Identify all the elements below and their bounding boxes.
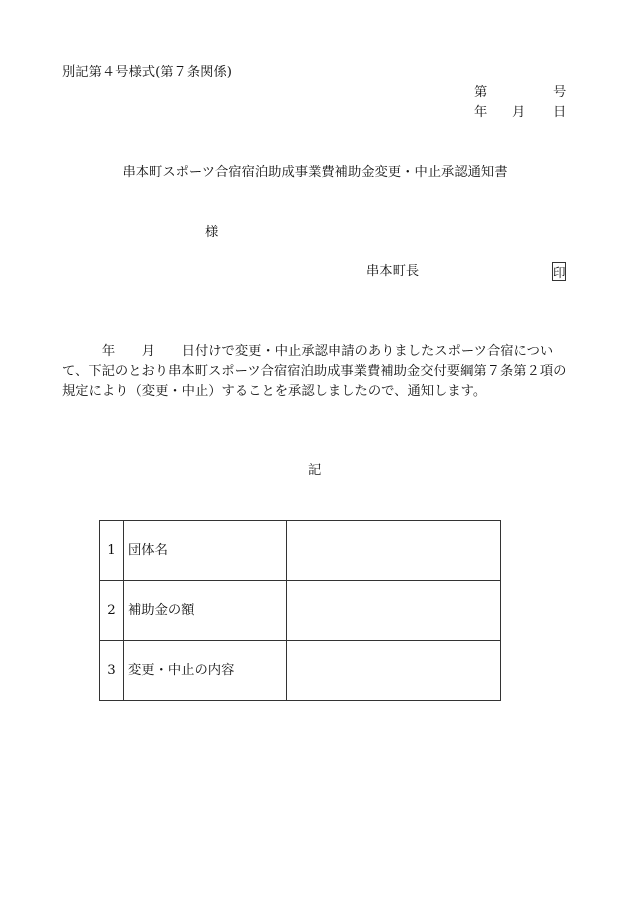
body-line: 規定により（変更・中止）することを承認しましたので、通知します。: [62, 384, 487, 399]
sender-name: 串本町長: [366, 264, 420, 279]
date-day-label: 日: [553, 105, 567, 120]
row-label: 変更・中止の内容: [124, 641, 287, 701]
ki-heading: 記: [308, 463, 322, 478]
body-line: 年 月 日付けで変更・中止承認申請のありましたスポーツ合宿につい: [62, 344, 554, 359]
body-line: て、下記のとおり串本町スポーツ合宿宿泊助成事業費補助金交付要綱第７条第２項の: [62, 364, 567, 379]
seal-mark: 印: [552, 262, 566, 281]
row-label: 団体名: [124, 521, 287, 581]
document-number-suffix: 号: [553, 85, 567, 100]
row-value-cell: [287, 641, 501, 701]
row-number: 1: [100, 521, 124, 581]
table-row: [100, 641, 501, 701]
document-number-prefix: 第: [474, 85, 488, 100]
date-year-label: 年: [474, 105, 488, 120]
row-number: 3: [100, 641, 124, 701]
table-row: [100, 521, 501, 581]
document-title: 串本町スポーツ合宿宿泊助成事業費補助金変更・中止承認通知書: [122, 165, 508, 180]
row-value-cell: [287, 521, 501, 581]
row-label: 補助金の額: [124, 581, 287, 641]
row-value-cell: [287, 581, 501, 641]
details-table: [99, 520, 501, 701]
table-row: [100, 581, 501, 641]
row-number: 2: [100, 581, 124, 641]
addressee-honorific: 様: [205, 225, 219, 240]
form-reference: 別記第４号様式(第７条関係): [62, 65, 232, 80]
date-month-label: 月: [512, 105, 526, 120]
